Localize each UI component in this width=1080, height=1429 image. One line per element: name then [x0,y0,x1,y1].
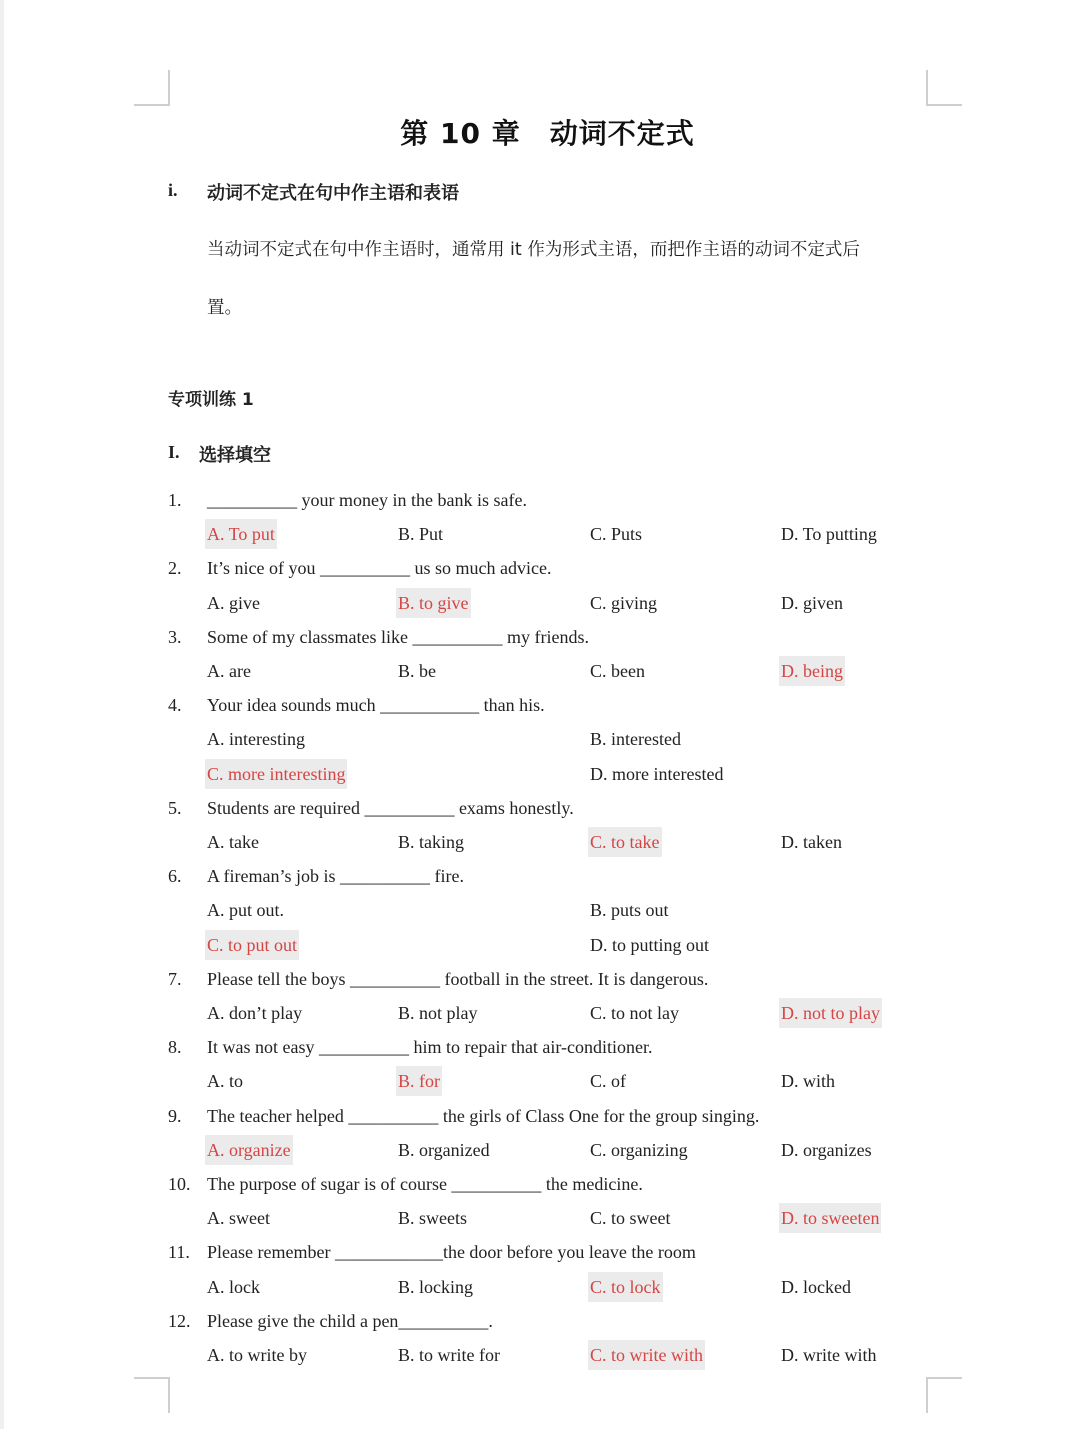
option: C. of [590,1071,626,1092]
question-text: The purpose of sugar is of course __________ the medicine. [207,1174,643,1194]
option: A. to [207,1071,243,1092]
question-number: 10. [168,1174,191,1194]
question-number: 12. [168,1310,191,1331]
section-number: i. [168,180,178,200]
option: B. puts out [590,900,669,921]
option: C. to not lay [590,1003,679,1023]
page-edge [0,0,4,1429]
option: D. with [781,1071,835,1092]
answer-option: B. to give [396,588,471,618]
option: A. to write by [207,1345,307,1365]
option: A. sweet [207,1208,270,1229]
option: B. organized [398,1139,490,1160]
answer-option: C. to lock [588,1272,663,1302]
part-number: I. [168,442,180,462]
option: B. interested [590,729,681,750]
section-paragraph-line-2: 置。 [207,298,242,318]
option: C. giving [590,592,658,613]
answer-option: C. more interesting [205,759,347,789]
answer-option: C. to put out [205,930,299,960]
option: A. are [207,661,251,681]
option: D. locked [781,1276,851,1297]
option: A. take [207,832,259,852]
crop-mark-bottom-right [926,1377,962,1413]
option: A. put out. [207,900,285,921]
section-title: 动词不定式在句中作主语和表语 [207,183,459,204]
option: D. To putting [781,524,877,545]
option: B. taking [398,832,464,852]
question-text: Students are required __________ exams honestly. [207,797,574,818]
answer-option: D. being [779,656,845,686]
option: C. to sweet [590,1208,671,1229]
question-text: Your idea sounds much ___________ than his. [207,695,545,716]
option: C. been [590,661,645,681]
option: B. be [398,661,436,681]
option: B. locking [398,1276,473,1297]
question-text: Please remember ____________the door before you leave the room [207,1242,696,1263]
question-number: 2. [168,558,182,579]
option: A. don’t play [207,1003,303,1023]
option: B. not play [398,1003,478,1023]
question-number: 5. [168,797,182,818]
question-text: It was not easy __________ him to repair that air-conditioner. [207,1037,653,1058]
option: C. organizing [590,1139,688,1160]
answer-option: A. To put [205,519,277,549]
crop-mark-top-right [926,70,962,106]
option: D. to putting out [590,934,710,955]
option: A. interesting [207,729,305,750]
chapter-title: 第 10 章 动词不定式 [400,117,695,150]
option: D. write with [781,1345,877,1365]
answer-option: C. to write with [588,1340,705,1370]
answer-option: C. to take [588,827,662,857]
question-number: 4. [168,695,182,716]
answer-option: D. not to play [779,998,882,1028]
question-number: 1. [168,490,182,510]
answer-option: D. to sweeten [779,1203,881,1233]
part-title: 选择填空 [199,445,271,466]
practice-title: 专项训练 1 [168,390,254,410]
option: D. more interested [590,763,724,784]
option: B. Put [398,524,444,545]
crop-mark-bottom-left [134,1377,170,1413]
answer-option: A. organize [205,1135,293,1165]
option: A. lock [207,1276,260,1297]
answer-option: B. for [396,1066,442,1096]
question-text: The teacher helped __________ the girls of Class One for the group singing. [207,1105,760,1126]
question-text: __________ your money in the bank is safe. [207,490,527,510]
question-text: Please tell the boys __________ football in the street. It is dangerous. [207,968,709,989]
option: A. give [207,592,260,613]
question-number: 3. [168,626,182,647]
question-text: It’s nice of you __________ us so much advice. [207,558,552,579]
crop-mark-top-left [134,70,170,106]
question-text: A fireman’s job is __________ fire. [207,866,464,887]
option: B. to write for [398,1345,500,1365]
option: D. taken [781,832,842,852]
option: D. organizes [781,1139,872,1160]
question-number: 11. [168,1242,190,1263]
question-number: 6. [168,866,182,887]
section-paragraph-line-1: 当动词不定式在句中作主语时，通常用 it 作为形式主语，而把作主语的动词不定式后 [207,240,860,260]
question-number: 8. [168,1037,182,1058]
question-text: Some of my classmates like __________ my friends. [207,626,589,647]
question-number: 9. [168,1105,182,1126]
option: B. sweets [398,1208,467,1229]
question-text: Please give the child a pen__________. [207,1310,493,1331]
question-number: 7. [168,968,182,989]
option: D. given [781,592,843,613]
option: C. Puts [590,524,643,545]
